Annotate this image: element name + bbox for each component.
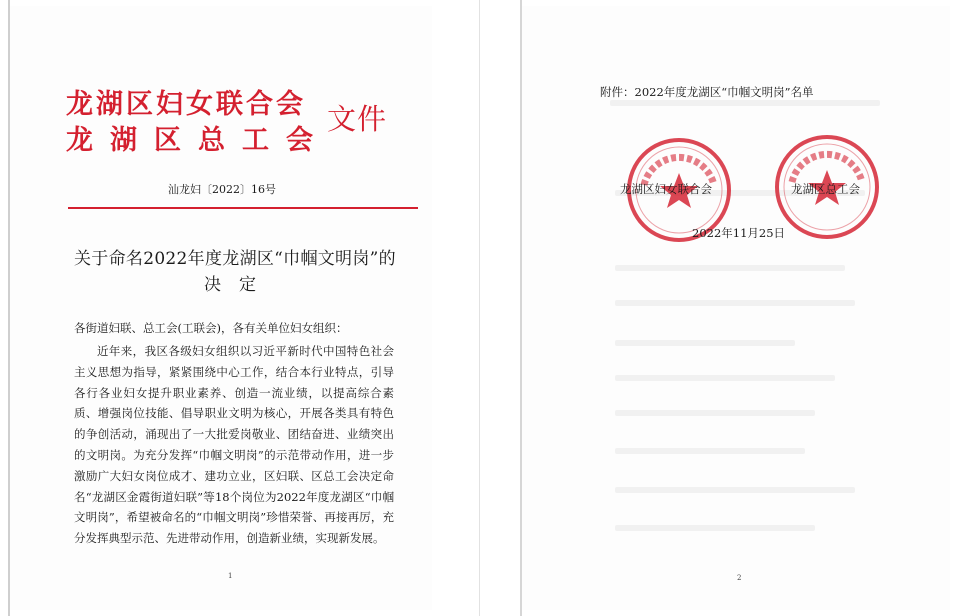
red-divider-line bbox=[68, 207, 418, 209]
show-through-text bbox=[610, 100, 880, 106]
show-through-text bbox=[615, 265, 845, 271]
document-title-line-1: 关于命名2022年度龙湖区“巾帼文明岗”的 bbox=[74, 249, 396, 269]
document-number: 汕龙妇〔2022〕16号 bbox=[168, 183, 276, 196]
issuer-line-1: 龙湖区妇女联合会 bbox=[66, 89, 306, 120]
salutation: 各街道妇联、总工会(工联会)，各有关单位妇女组织： bbox=[74, 321, 348, 335]
scan-edge-middle bbox=[479, 0, 480, 616]
issuer-line-2: 龙湖区总工会 bbox=[66, 125, 330, 156]
signatory-trade-union: 龙湖区总工会 bbox=[791, 182, 860, 196]
signatory-womens-federation: 龙湖区妇女联合会 bbox=[620, 182, 712, 196]
show-through-text bbox=[615, 375, 835, 381]
body-paragraph: 近年来，我区各级妇女组织以习近平新时代中国特色社会主义思想为指导，紧紧围绕中心工作，结合本行业特点，引导各行各业妇女提升职业素养、创造一流业绩，以提高综合素质、增强岗位技能、倡导职业文明为核心，开展各类具有特色的争创活动，涌现出了一大批爱岗敬业、团结奋进、业绩突出的文明岗。为充分发挥“巾帼文明岗”的示范带动作用，进一步激励广大妇女岗位成才、建功立业，区妇联、区总工会决定命名“龙湖区金霞街道妇联”等18个岗位为2022年度龙湖区“巾帼文明岗”，希望被命名的“巾帼文明岗”珍惜荣誉、再接再厉，充分发挥典型示范、先进带动作用，创造新业绩，实现新发展。 bbox=[74, 344, 394, 546]
issue-date: 2022年11月25日 bbox=[692, 226, 786, 240]
show-through-text bbox=[615, 525, 815, 531]
show-through-text bbox=[615, 300, 855, 306]
document-title-line-2: 决定 bbox=[204, 275, 274, 295]
show-through-text bbox=[615, 410, 815, 416]
page-number: 1 bbox=[228, 572, 233, 580]
page-number: 2 bbox=[737, 574, 742, 582]
scan-edge-left bbox=[8, 0, 10, 616]
show-through-text bbox=[615, 340, 795, 346]
document-type: 文件 bbox=[327, 102, 388, 136]
show-through-text bbox=[615, 487, 855, 493]
attachment-line: 附件：2022年度龙湖区“巾帼文明岗”名单 bbox=[600, 85, 814, 99]
scan-edge-right bbox=[520, 0, 522, 616]
show-through-text bbox=[615, 448, 805, 454]
